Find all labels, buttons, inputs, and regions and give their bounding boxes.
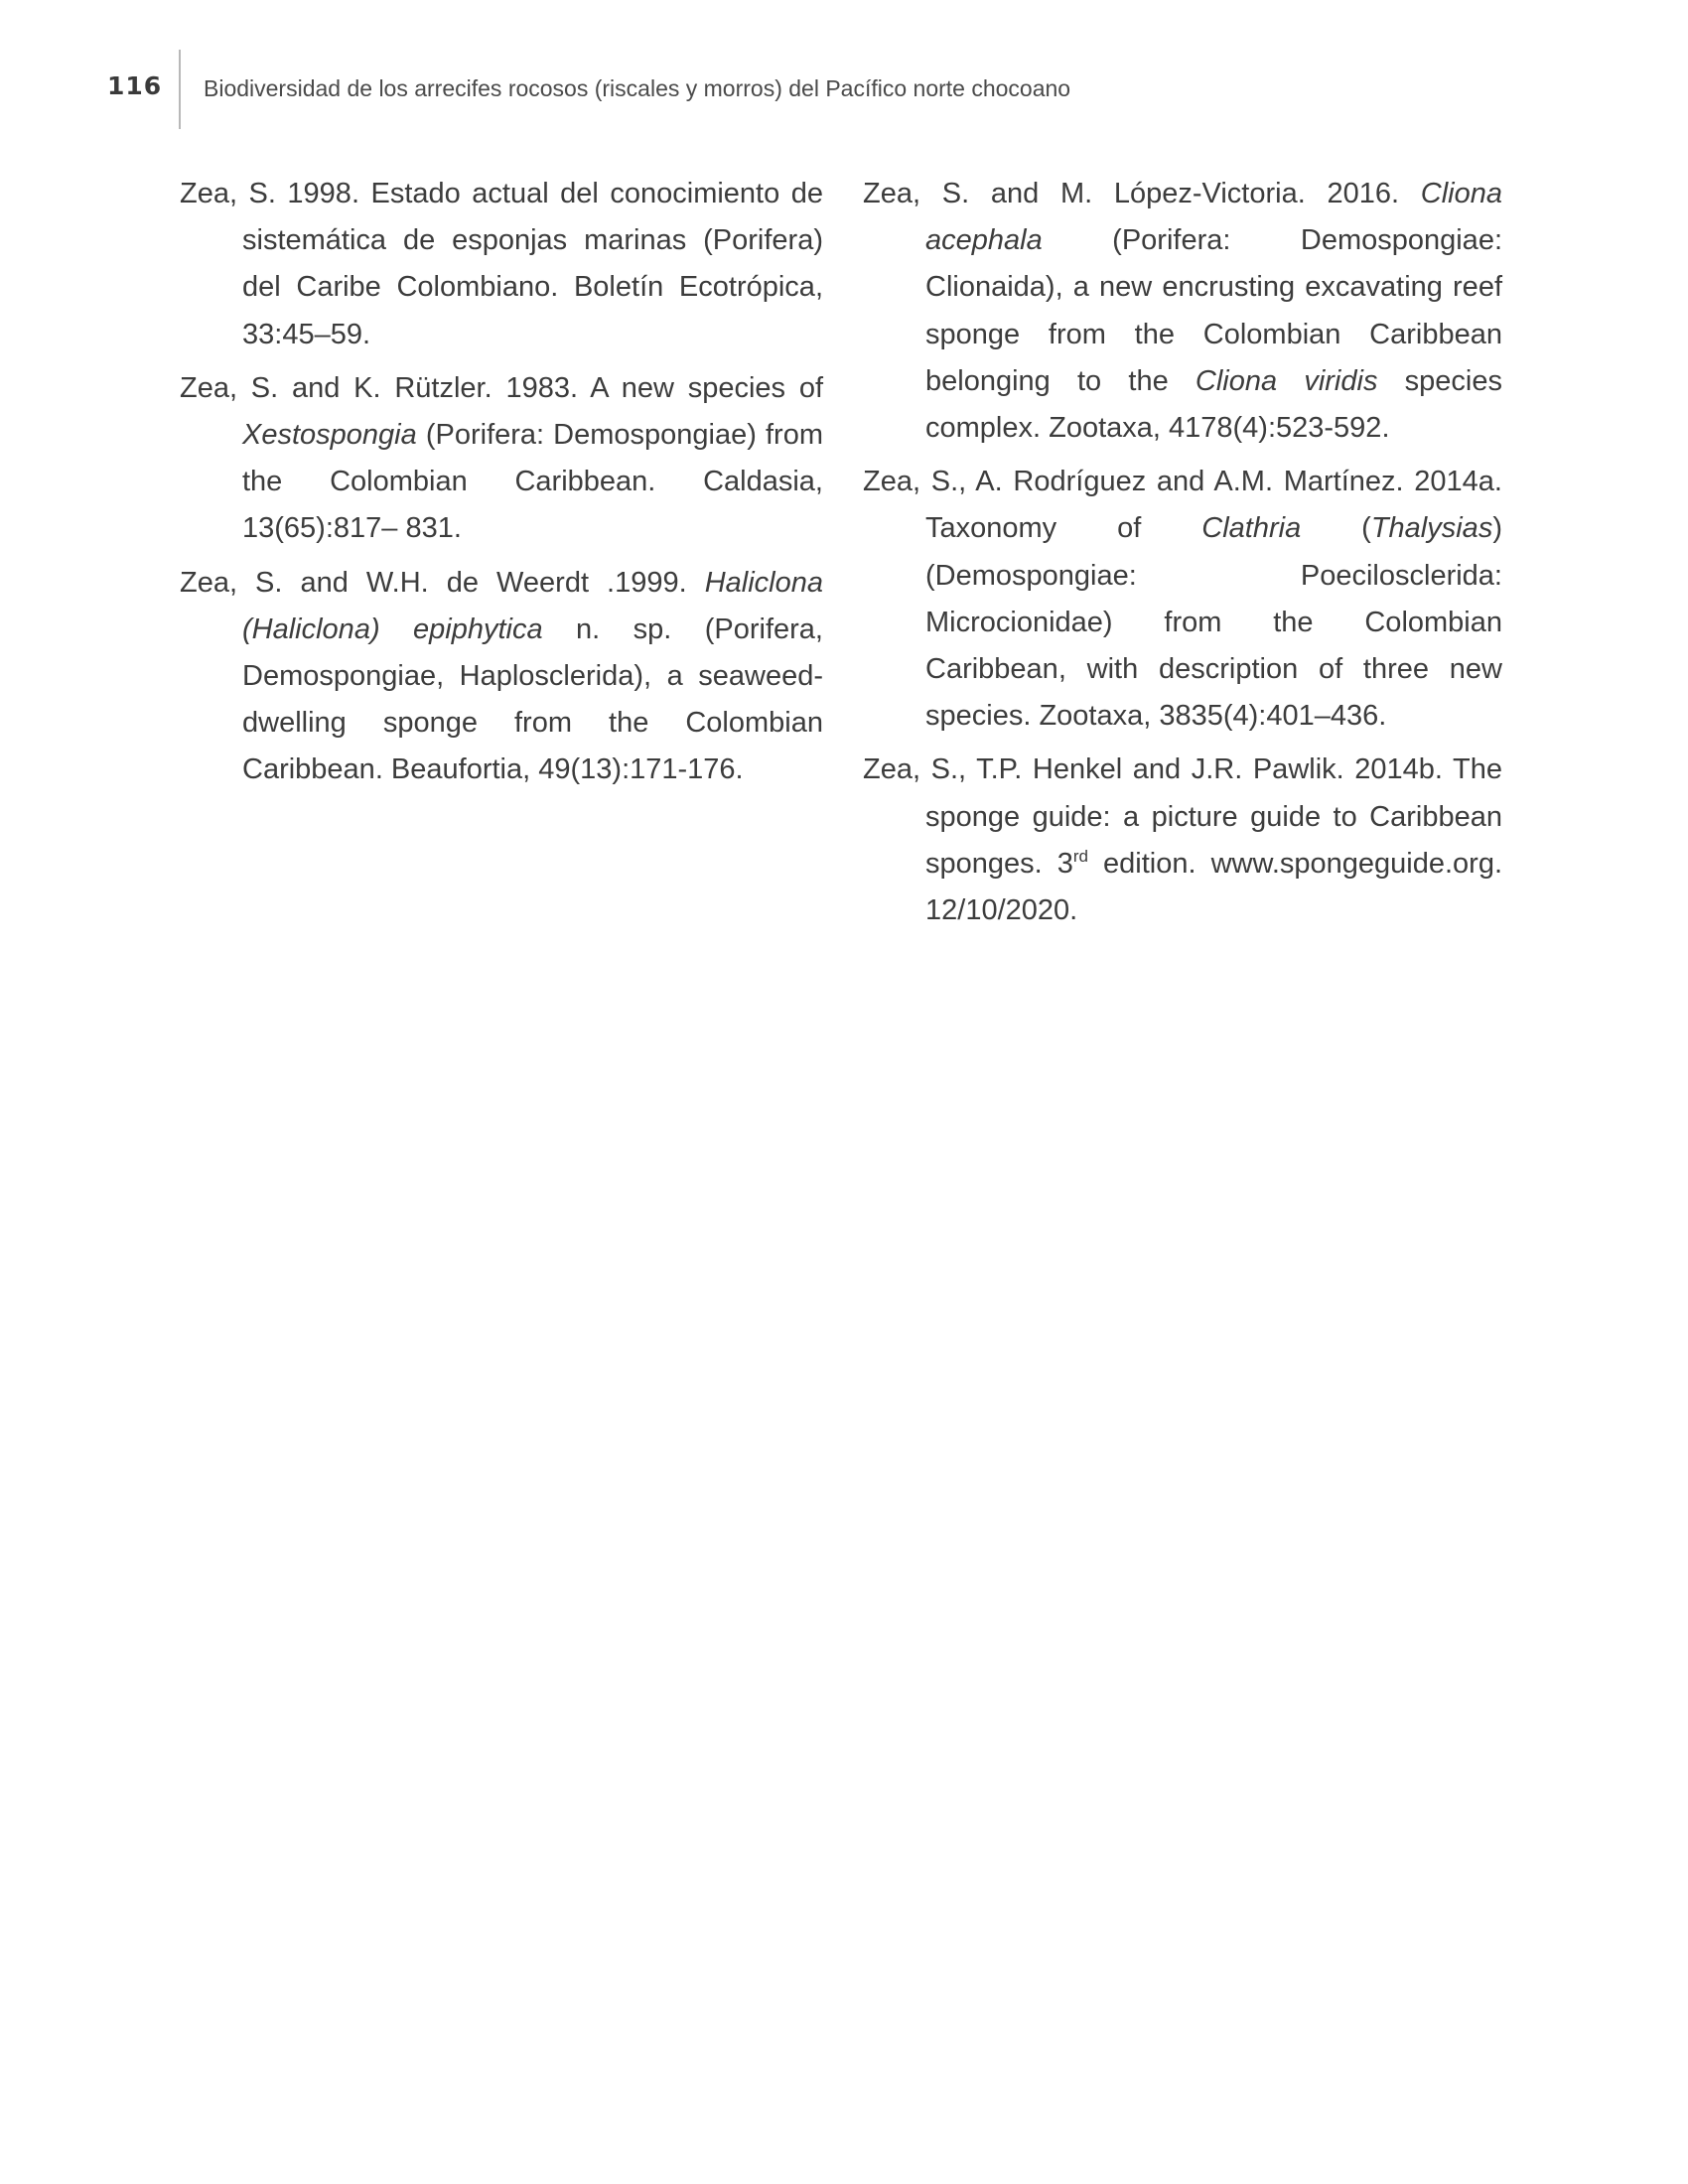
reference-taxon: Cliona viridis xyxy=(1195,364,1378,397)
reference-taxon: Haliclona (Haliclona) epiphytica xyxy=(242,566,823,645)
reference-taxon: Cliona acephala xyxy=(925,178,1502,257)
reference-zea-rodriguez-martinez-2014a xyxy=(863,459,1502,740)
running-title: Biodiversidad de los arrecifes rocosos (riscales y morros) del Pacífico norte chocoano xyxy=(204,75,1071,101)
reference-text: ) (Demospongiae: Poecilosclerida: Microcionidae) from the Colombian Caribbean, with description of three new species. Zootaxa, 3835(4):401–436. xyxy=(925,512,1502,733)
references-left-column xyxy=(180,171,823,801)
reference-text: Zea, S. and K. Rützler. 1983. A new species of xyxy=(180,371,823,404)
reference-zea-lopez-victoria-2016 xyxy=(863,171,1502,452)
reference-text: n. sp. (Porifera, Demospongiae, Haplosclerida), a seaweed-dwelling sponge from the Colombian Caribbean. Beaufortia, 49(13):171-176. xyxy=(242,613,823,786)
reference-text: (Porifera: Demospongiae: Clionaida), a new encrusting excavating reef sponge from the Colombian Caribbean belonging to the xyxy=(925,224,1502,397)
reference-text: (Porifera: Demospongiae) from the Colombian Caribbean. Caldasia, 13(65):817– 831. xyxy=(242,419,823,545)
reference-zea-deweerdt-1999 xyxy=(180,560,823,794)
reference-zea-rutzler-1983 xyxy=(180,365,823,553)
reference-text: Zea, S. and W.H. de Weerdt .1999. xyxy=(180,566,705,599)
reference-taxon: Xestospongia xyxy=(242,419,417,452)
reference-taxon: Thalysias xyxy=(1370,512,1493,545)
reference-taxon: Clathria xyxy=(1201,512,1302,545)
reference-text: Zea, S., T.P. Henkel and J.R. Pawlik. 2014b. The sponge guide: a picture guide to Caribbean sponges. 3 xyxy=(863,753,1502,880)
reference-zea-henkel-pawlik-2014b xyxy=(863,747,1502,934)
reference-text: Zea, S. and M. López-Victoria. 2016. xyxy=(863,178,1421,209)
reference-zea-1998 xyxy=(180,171,823,358)
reference-text: Zea, S., A. Rodríguez and A.M. Martínez. 2014a. Taxonomy of xyxy=(863,466,1502,545)
reference-text: Zea, S. 1998. Estado actual del conocimiento de sistemática de esponjas marinas (Porifera) del Caribe Colombiano. Boletín Ecotrópica, 33:45–59. xyxy=(180,178,823,350)
references-right-column xyxy=(863,171,1502,941)
reference-text: ( xyxy=(1301,512,1371,545)
reference-text: species complex. Zootaxa, 4178(4):523-592. xyxy=(925,364,1502,445)
page-number: 116 xyxy=(107,71,163,100)
ordinal-superscript: rd xyxy=(1072,846,1088,866)
header-divider xyxy=(179,50,181,129)
reference-text: edition. www.spongeguide.org. 12/10/2020. xyxy=(925,847,1502,927)
